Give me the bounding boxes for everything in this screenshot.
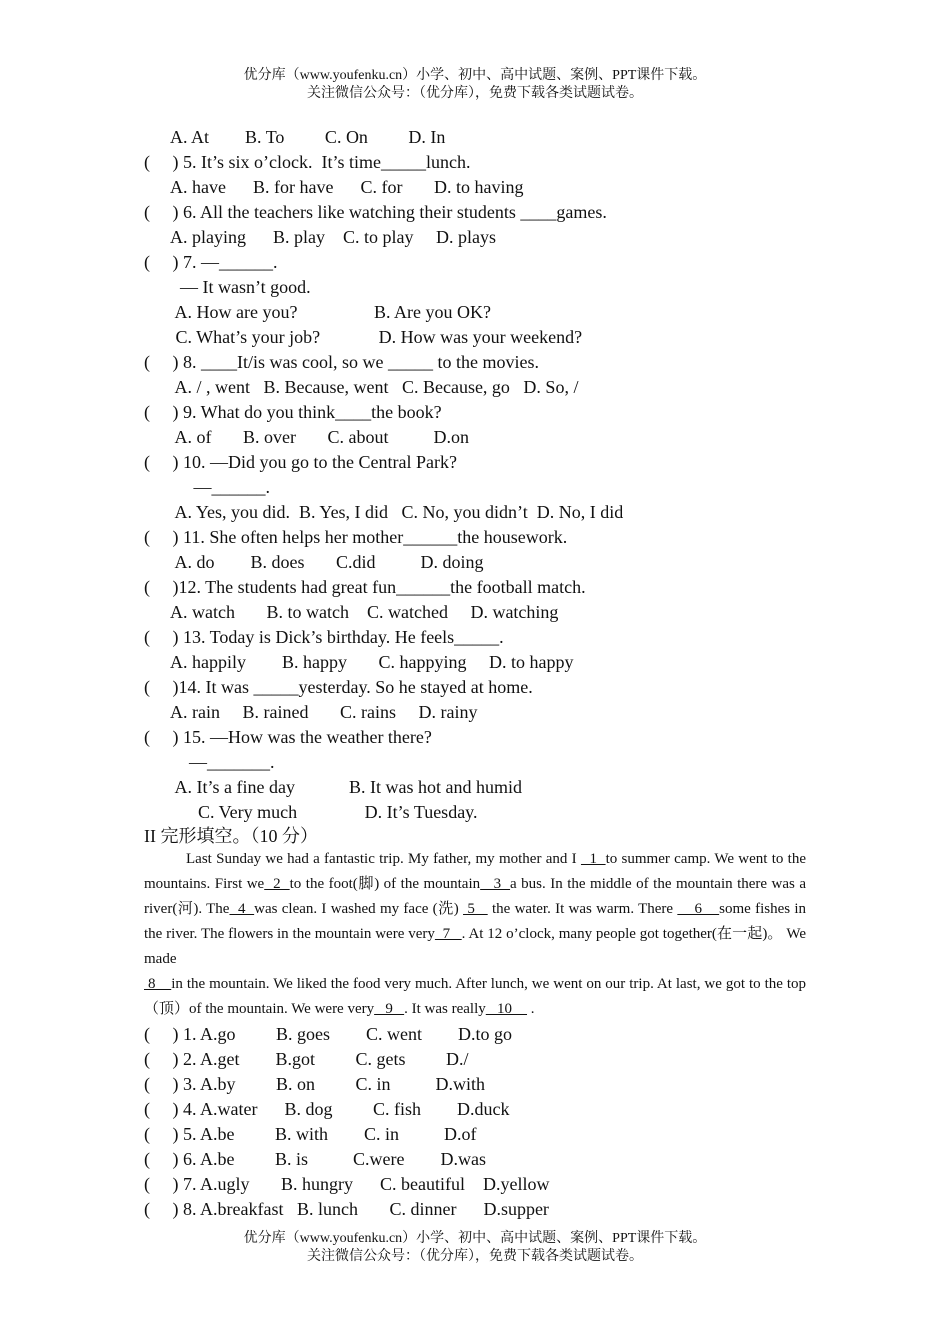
question-line: A. do B. does C.did D. doing [144, 552, 484, 572]
question-line: A. rain B. rained C. rains D. rainy [144, 702, 478, 722]
option-line: ( ) 2. A.get B.got C. gets D./ [144, 1049, 469, 1069]
question-line: ( ) 15. —How was the weather there? [144, 727, 432, 747]
option-line: ( ) 8. A.breakfast B. lunch C. dinner D.supper [144, 1199, 549, 1219]
question-line: ( ) 5. It’s six o’clock. It’s time_____lunch. [144, 152, 471, 172]
blank-1: 1 [580, 851, 606, 867]
question-line: ( ) 8. ____It/is was cool, so we _____ to the movies. [144, 352, 539, 372]
blank-7: 7 [434, 926, 462, 942]
question-line: —_______. [144, 752, 275, 772]
question-line: A. It’s a fine day B. It was hot and humid [144, 777, 522, 797]
option-line: ( ) 7. A.ugly B. hungry C. beautiful D.yellow [144, 1174, 550, 1194]
passage-text: in the mountain. We liked the food very much. After lunch, we went on our trip. At last, we got to the top （顶）of the mountain. We were very [144, 976, 807, 1017]
cloze-passage [144, 847, 806, 1022]
passage-text: to the foot(脚) of the mountain [289, 876, 481, 892]
blank-3: 3 [480, 876, 511, 892]
question-line: ( )14. It was _____yesterday. So he stayed at home. [144, 677, 533, 697]
question-line: A. playing B. play C. to play D. plays [144, 227, 496, 247]
question-line: ( ) 13. Today is Dick’s birthday. He feels_____. [144, 627, 504, 647]
question-line: ( ) 11. She often helps her mother______the housework. [144, 527, 568, 547]
option-line: ( ) 6. A.be B. is C.were D.was [144, 1149, 486, 1169]
passage-text: . At 12 o’clock, many people got together(在一起)。 We made [144, 926, 807, 967]
question-line: A. of B. over C. about D.on [144, 427, 469, 447]
passage-text: Last Sunday we had a fantastic trip. My father, my mother and I [186, 851, 581, 867]
header-line-2: 关注微信公众号：（优分库），免费下载各类试题试卷。 [307, 86, 643, 101]
option-line: ( ) 3. A.by B. on C. in D.with [144, 1074, 486, 1094]
page-header [0, 67, 950, 103]
question-line: ( ) 6. All the teachers like watching their students ____games. [144, 202, 607, 222]
passage-text: was clean. I washed my face (洗) [254, 901, 464, 917]
passage-text: a bus. In the middle of the mountain there was a river(河). The [144, 876, 807, 917]
blank-2: 2 [264, 876, 290, 892]
passage-text: . [527, 1001, 535, 1017]
question-line: A. watch B. to watch C. watched D. watching [144, 602, 559, 622]
question-line: ( ) 9. What do you think____the book? [144, 402, 442, 422]
blank-6: 6 [677, 901, 720, 917]
passage-text: the water. It was warm. There [487, 901, 678, 917]
footer-line-2: 关注微信公众号：（优分库），免费下载各类试题试卷。 [307, 1249, 643, 1264]
option-line: ( ) 1. A.go B. goes C. went D.to go [144, 1024, 512, 1044]
option-line: ( ) 4. A.water B. dog C. fish D.duck [144, 1099, 510, 1119]
question-line: A. happily B. happy C. happying D. to happy [144, 652, 574, 672]
passage-text: some fishes in the river. The flowers in the mountain were very [144, 901, 807, 942]
question-line: C. Very much D. It’s Tuesday. [144, 802, 478, 822]
footer-line-1: 优分库（www.youfenku.cn）小学、初中、高中试题、案例、PPT课件下载。 [243, 1231, 707, 1246]
question-line: —______. [144, 477, 270, 497]
section-title: II 完形填空。（10 分） [144, 826, 318, 846]
passage-text: . It was really [404, 1001, 486, 1017]
blank-5: 5 [463, 901, 488, 917]
blank-10: 10 [485, 1001, 528, 1017]
question-line: A. have B. for have C. for D. to having [144, 177, 524, 197]
passage-text: to summer camp. We went to the mountains. First we [144, 851, 806, 892]
page-footer [0, 1230, 950, 1266]
question-line: ( )12. The students had great fun______the football match. [144, 577, 586, 597]
blank-9: 9 [374, 1001, 405, 1017]
question-line: — It wasn’t good. [144, 277, 311, 297]
question-line: ( ) 7. —______. [144, 252, 278, 272]
question-line: A. At B. To C. On D. In [144, 127, 446, 147]
header-line-1: 优分库（www.youfenku.cn）小学、初中、高中试题、案例、PPT课件下载。 [243, 68, 707, 83]
question-line: C. What’s your job? D. How was your weekend? [144, 327, 583, 347]
question-line: A. How are you? B. Are you OK? [144, 302, 491, 322]
question-line: A. / , went B. Because, went C. Because, go D. So, / [144, 377, 579, 397]
blank-4: 4 [229, 901, 255, 917]
blank-8: 8 [144, 976, 172, 992]
question-line: ( ) 10. —Did you go to the Central Park? [144, 452, 457, 472]
question-line: A. Yes, you did. B. Yes, I did C. No, you didn’t D. No, I did [144, 502, 624, 522]
option-line: ( ) 5. A.be B. with C. in D.of [144, 1124, 477, 1144]
